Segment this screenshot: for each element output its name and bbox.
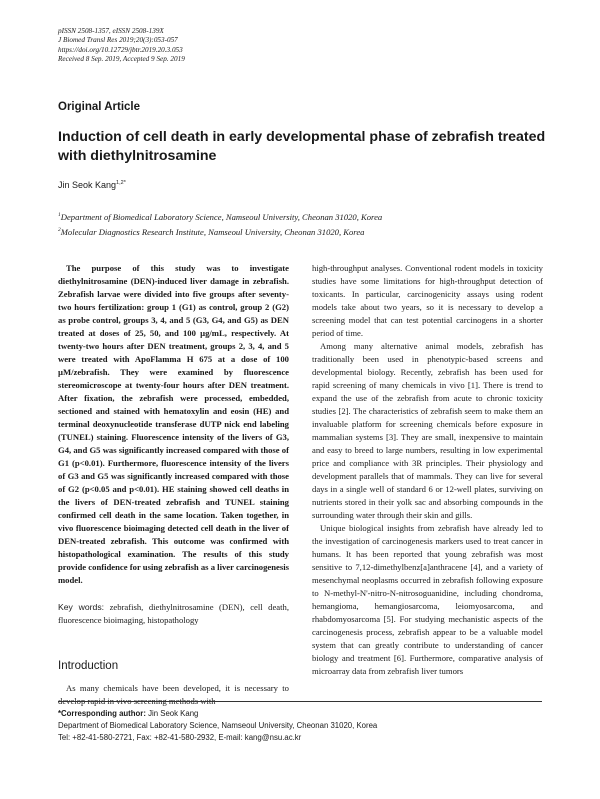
received-date: Received 8 Sep. 2019, Accepted 9 Sep. 2019	[58, 54, 185, 63]
issn: pISSN 2508-1357, eISSN 2508-139X	[58, 27, 164, 35]
affiliation-1: $^1$Department of Biomedical Laboratory Science, Namseoul University, Cheonan 31020, Korea	[58, 211, 383, 222]
corresponding-contact: Tel: +82-41-580-2721, Fax: +82-41-580-2932, E-mail: kang@nsu.ac.kr	[58, 733, 302, 742]
body-paragraph-1: high-throughput analyses. Conventional rodent models in toxicity studies have some limitations for high-throughput detection of toxicants. In particular, carcinogenicity assays using rodent models take about two years, so it is necessary to develop a screening model that can test potential carcinogens in a shorter period of time.	[312, 263, 543, 338]
article-type: Original Article	[58, 101, 141, 113]
corresponding-author-footnote	[58, 708, 377, 744]
journal-citation: J Biomed Transl Res 2019;20(3):053-057	[58, 36, 178, 45]
intro-paragraph-1: As many chemicals have been developed, it is necessary to develop rapid in vivo screening methods with	[58, 683, 289, 706]
affiliations	[58, 209, 382, 239]
intro-heading: Introduction	[58, 660, 119, 672]
doi-link[interactable]: https://doi.org/10.12729/jbtr.2019.20.3.053	[58, 45, 183, 54]
corresponding-name: Jin Seok Kang	[148, 709, 199, 718]
body-paragraph-3: Unique biological insights from zebrafish have already led to the investigation of carcinogenesis markers used to treat cancer in humans. It has been reported that young zebrafish was most sensitive to 7,12-dimethylbenz[a]anthracene [4], and a variety of mesenchymal neoplasms occurred in zebrafish following exposure to N-methyl-N'-nitro-N-nitrosoguanidine, including chondroma, hemangioma, hemangiosarcoma, leiomyosarcoma, and rhabdomyosarcoma [5]. For studying mechanistic aspects of the carcinogenesis process, zebrafish appear to be a valuable model system that can greatly contribute to understanding of cancer biology and treatment [6]. Furthermore, comparative analysis of microarray data from zebrafish liver tumors	[312, 523, 543, 676]
keywords	[58, 601, 289, 627]
body-paragraph-2: Among many alternative animal models, zebrafish has traditionally been used in phenotypic-based screens and developmental biology. Recently, zebrafish has been used for rapid screening of many chemicals in vivo [1]. There is trend to expand the use of the zebrafish from acute to chronic toxicity studies [2]. The characteristics of zebrafish seem to make them an invaluable platform for screening chemicals before exposure in mammalian systems [3]. They are small, inexpensive to maintain and easy to breed to large numbers, resulting in low experimental price and compliance with 3R principles. Their physiology and development parallels that of mammals. They can live for several days in a single well of standard 6 or 12-well plates, surviving on nutrients stored in their yolk sac and absorbing compounds in the surrounding water through their skin and gills.	[312, 341, 543, 520]
author-line	[58, 180, 126, 190]
keywords-text: zebrafish, diethylnitrosamine (DEN), cell death, fluorescence bioimaging, histopathology	[58, 602, 289, 625]
right-column	[312, 262, 543, 678]
author-sup: 1,2*	[116, 180, 126, 186]
paper-title: Induction of cell death in early developmental phase of zebrafish treated with diethylnitrosamine	[58, 129, 546, 164]
abstract: The purpose of this study was to investigate diethylnitrosamine (DEN)-induced liver damage in zebrafish. Zebrafish larvae were divided into five groups after seventy-two hours fertilization: group 1 (G1) as control, group 2 (G2) as probe control, groups 3, 4, and 5 (G3, G4, and G5) as DEN treated at doses of 25, 50, and 100 µg/mL, respectively. At twenty-two hours after DEN treatment, groups 2, 3, 4, and 5 were treated with ApoFlamma H 675 at a dose of 100 µM/zebrafish. They were examined by fluorescence stereomicroscope at twenty-four hours after DEN treatment. After fixation, the zebrafish were processed, embedded, sectioned and stained with hematoxylin and eosin (HE) and terminal deoxynucleotide transferase dUTP nick end labeling (TUNEL) staining. Fluorescence intensity of the livers of G3, G4, and G5 was significantly increased compared with those of G1 (p<0.01). Furthermore, fluorescence intensity of the livers of G3 and G5 was significantly increased compared with those of G2 (p<0.05 and p<0.01). HE staining showed cell deaths in the livers of DEN-treated zebrafish and TUNEL staining confirmed cell death in the same location. Taken together, in vivo fluorescence bioimaging detected cell death in the liver of DEN-treated zebrafish. This outcome was confirmed with histopathological examination. The results of this study provide confidence for using zebrafish as a liver carcinogenesis model.	[58, 263, 289, 585]
footnote-divider	[58, 701, 542, 702]
journal-meta	[58, 27, 185, 64]
corresponding-address: Department of Biomedical Laboratory Science, Namseoul University, Cheonan 31020, Korea	[58, 721, 378, 730]
corresponding-line	[58, 708, 377, 720]
corresponding-label: *Corresponding author:	[58, 709, 146, 718]
affiliation-2: $^2$Molecular Diagnostics Research Institute, Namseoul University, Cheonan 31020, Korea	[58, 226, 365, 237]
author-name: Jin Seok Kang	[58, 180, 117, 190]
left-column	[58, 262, 289, 708]
keywords-label: Key words:	[58, 602, 105, 612]
